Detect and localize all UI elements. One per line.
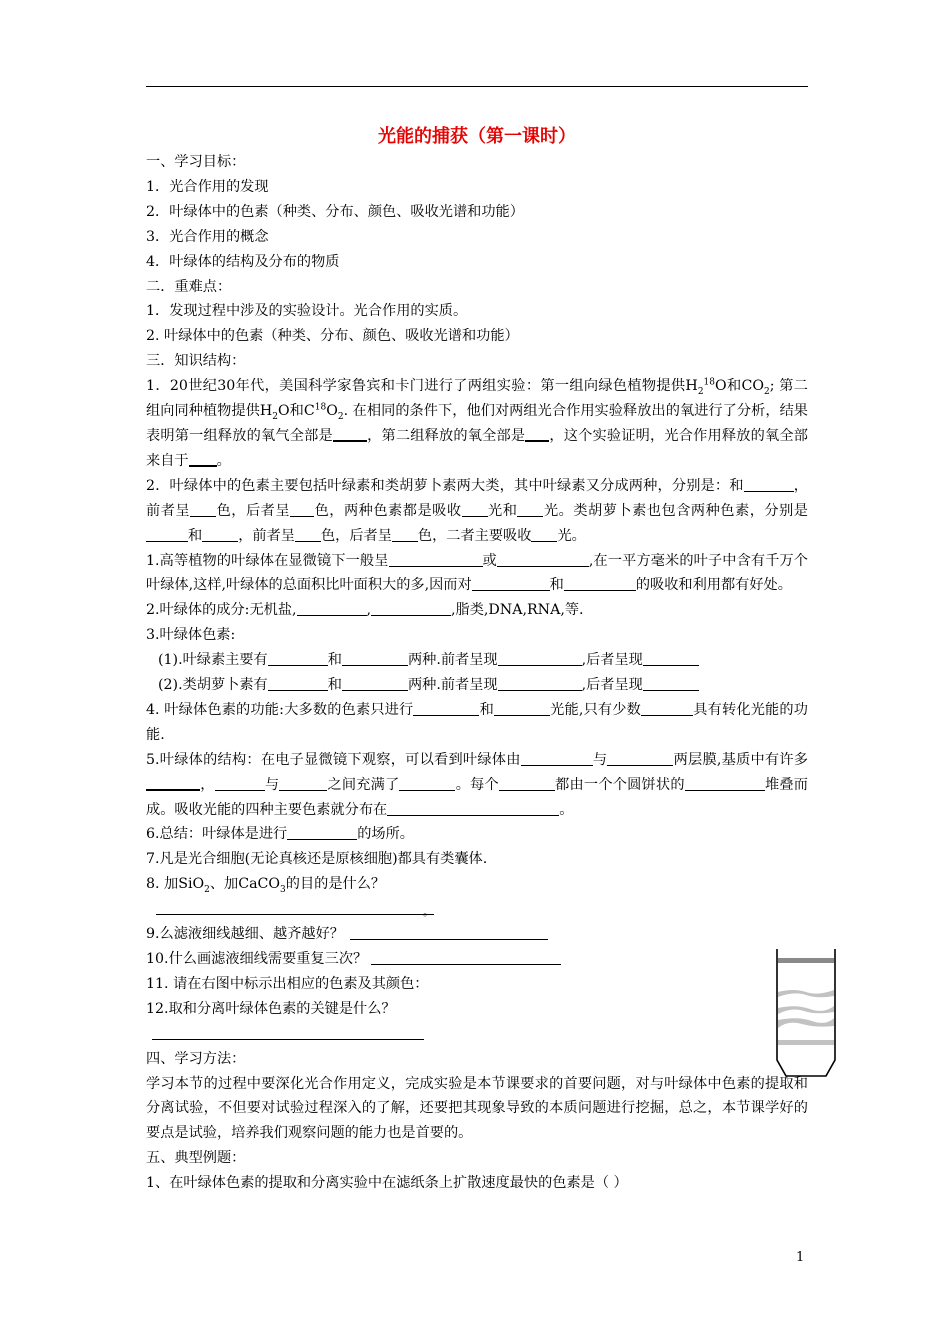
answer-blank[interactable] [342, 676, 408, 691]
answer-blank[interactable] [189, 451, 217, 467]
objective-item: 2．叶绿体中的色素（种类、分布、颜色、吸收光谱和功能） [146, 203, 524, 220]
document-body [146, 150, 808, 1196]
answer-blank[interactable] [202, 526, 238, 541]
question-reagents: 8. 加SiO$_2$、加CaCO$_3$的目的是什么？ [146, 876, 386, 896]
answer-blank[interactable] [279, 775, 327, 790]
section2-heading: 二．重难点： [146, 278, 232, 295]
keypoint-item: 2. 叶绿体中的色素（种类、分布、颜色、吸收光谱和功能） [146, 328, 519, 345]
page-title: 光能的捕获（第一课时） [378, 126, 576, 147]
answer-blank[interactable] [287, 825, 357, 840]
paragraph-pigments: 2．叶绿体中的色素主要包括叶绿素和类胡萝卜素两大类，其中叶绿素又分成两种，分别是：和 ，前者呈 色，后者呈 色，两种色素都是吸收 光和 光。类胡萝卜素也包含两种色素，分别是和 ，前者呈 色，后者呈 色，二者主要吸收 光。 [146, 477, 808, 544]
chromatography-tube-diagram [776, 948, 836, 1080]
section3-heading: 三．知识结构： [146, 353, 246, 370]
answer-blank[interactable] [525, 426, 549, 442]
answer-blank[interactable] [641, 701, 693, 716]
question-pigment-function: 4. 叶绿体色素的功能:大多数的色素只进行 和 光能,只有少数 具有转化光能的功能. [146, 701, 808, 743]
question-chloroplast-structure: 5.叶绿体的结构：在电子显微镜下观察，可以看到叶绿体由 与 两层膜,基质中有许多， 与 之间充满了 。每个 都由一个个圆饼状的 堆叠而成。吸收光能的四种主要色素就分布在 。 [146, 751, 808, 818]
statement-thylakoid: 7.凡是光合细胞(无论真核还是原核细胞)都具有类囊体. [146, 851, 488, 868]
answer-blank[interactable] [472, 576, 550, 591]
answer-blank[interactable] [607, 751, 673, 766]
answer-blank[interactable] [387, 800, 559, 815]
question-key-point: 12.取和分离叶绿体色素的关键是什么？ [146, 1000, 396, 1017]
answer-blank[interactable] [517, 502, 543, 517]
section1-heading: 一、学习目标： [146, 154, 246, 170]
answer-blank[interactable] [531, 526, 557, 541]
answer-line-key-point [146, 1022, 808, 1047]
answer-blank[interactable] [297, 601, 367, 616]
answer-blank[interactable] [190, 502, 216, 517]
question-chloroplast-shape: 1.高等植物的叶绿体在显微镜下一般呈 或 ,在一平方毫米的叶子中含有千万个叶绿体,这样,叶绿体的总面积比叶面积大的多,因而对 和 的吸收和利用都有好处。 [146, 552, 808, 594]
question-label-diagram: 11. 请在右图中标示出相应的色素及其颜色： [146, 975, 429, 992]
answer-blank[interactable] [685, 775, 765, 790]
answer-blank[interactable] [499, 775, 555, 790]
answer-blank[interactable] [290, 502, 314, 517]
answer-blank[interactable] [643, 676, 699, 691]
answer-blank[interactable] [371, 601, 451, 616]
answer-line-reagents [146, 897, 808, 922]
answer-blank[interactable]: 。 [156, 900, 434, 915]
answer-blank[interactable] [333, 426, 367, 442]
question-filter-line: 9.么滤液细线越细、越齐越好？ [146, 922, 808, 947]
answer-blank[interactable] [215, 775, 265, 790]
question-pigments-heading: 3.叶绿体色素: [146, 627, 236, 644]
answer-blank[interactable] [146, 774, 200, 790]
answer-blank[interactable] [413, 701, 479, 716]
learning-method-text: 学习本节的过程中要深化光合作用定义，完成实验是本节课要求的首要问题，对与叶绿体中色素的提取和分离试验，不但要对试验过程深入的了解，还要把其现象导致的本质问题进行挖掘，总之，本节课学好的要点是试验，培养我们观察问题的能力也是首要的。 [146, 1075, 808, 1142]
answer-blank[interactable] [643, 651, 699, 666]
answer-blank[interactable] [295, 526, 321, 541]
answer-blank[interactable] [268, 676, 328, 691]
objective-item: 3．光合作用的概念 [146, 228, 269, 245]
paragraph-ruben-kamen: 1．20世纪30年代，美国科学家鲁宾和卡门进行了两组实验：第一组向绿色植物提供$H_2^{18}O$和$CO_2$; 第二组向同种植物提供$H_2O$和$C^{18}O_2$. 在相同的条件下，他们对两组光合作用实验释放出的氧进行了分析，结果表明第一组释放的氧气全部是 ，第二组释放的氧全部是 ，这个实验证明，光合作用释放的氧全部来自于 。 [146, 377, 808, 469]
answer-blank[interactable] [371, 950, 561, 965]
objective-item: 4．叶绿体的结构及分布的物质 [146, 253, 340, 270]
header-rule [146, 86, 808, 87]
question-summary: 6.总结：叶绿体是进行 的场所。 [146, 826, 414, 843]
keypoint-item: 1．发现过程中涉及的实验设计。光合作用的实质。 [146, 303, 468, 320]
answer-blank[interactable] [350, 925, 548, 940]
question-chlorophyll-types: (1).叶绿素主要有 和 两种.前者呈现 ,后者呈现 [146, 648, 808, 673]
answer-blank[interactable] [462, 502, 488, 517]
answer-blank[interactable] [498, 676, 582, 691]
answer-blank[interactable] [494, 701, 550, 716]
answer-blank[interactable] [392, 526, 418, 541]
answer-blank[interactable] [342, 651, 408, 666]
answer-blank[interactable] [497, 551, 589, 566]
objective-item: 1．光合作用的发现 [146, 178, 269, 195]
question-carotenoid-types: (2).类胡萝卜素有 和 两种.前者呈现 ,后者呈现 [146, 673, 808, 698]
section5-heading: 五、典型例题： [146, 1150, 246, 1167]
question-repeat-draw: 10.什么画滤液细线需要重复三次？ [146, 947, 808, 972]
question-chloroplast-components: 2.叶绿体的成分:无机盐, , ,脂类,DNA,RNA,等. [146, 602, 584, 619]
section4-heading: 四、学习方法： [146, 1050, 246, 1067]
example-question-1: 1、在叶绿体色素的提取和分离实验中在滤纸条上扩散速度最快的色素是（ ） [146, 1175, 628, 1192]
answer-blank[interactable] [564, 576, 636, 591]
answer-blank[interactable] [152, 1025, 424, 1040]
answer-blank[interactable] [744, 477, 794, 492]
answer-blank[interactable] [498, 651, 582, 666]
answer-blank[interactable] [268, 651, 328, 666]
answer-blank[interactable] [521, 751, 593, 766]
page-number: 1 [796, 1250, 805, 1265]
answer-blank[interactable] [146, 526, 188, 541]
answer-blank[interactable] [389, 551, 483, 566]
answer-blank[interactable] [399, 775, 455, 790]
